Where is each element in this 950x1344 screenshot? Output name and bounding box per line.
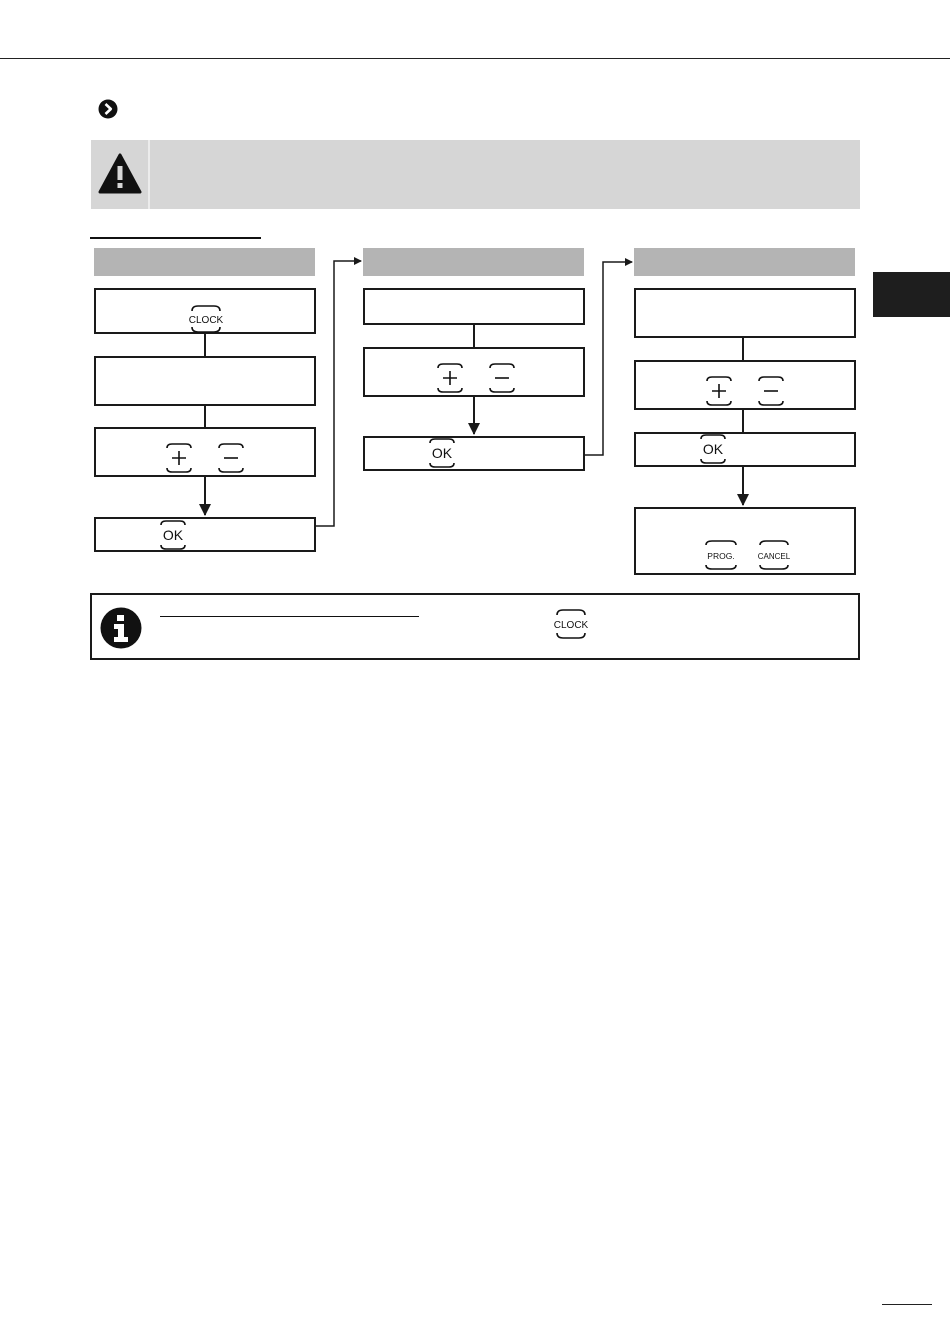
plus-button-icon (433, 361, 467, 395)
warning-triangle-icon (98, 153, 142, 195)
cancel-button-label: CANCEL (757, 552, 791, 561)
top-rule (0, 58, 950, 59)
step-box-3-4 (634, 507, 856, 575)
chapter-side-tab (873, 272, 950, 317)
minus-button-icon (214, 441, 248, 475)
arrow-col1-to-col2 (316, 261, 361, 526)
step-box-3-2 (634, 360, 856, 410)
step-box-2-1 (363, 288, 585, 325)
clock-button (551, 607, 591, 641)
plus-button-icon (162, 441, 196, 475)
step-box-2-3 (363, 436, 585, 471)
ok-button (156, 518, 190, 552)
column-header-2 (363, 248, 584, 276)
step-box-3-1 (634, 288, 856, 338)
chevron-right-circle-icon (98, 99, 118, 119)
warning-banner (91, 140, 860, 209)
info-heading-underline (160, 616, 419, 617)
step-box-1-1 (94, 288, 316, 334)
clock-button (186, 303, 226, 335)
ok-button (425, 436, 459, 470)
section-heading-underline (90, 237, 261, 239)
ok-button-label: OK (702, 441, 724, 457)
page-number-rule (882, 1304, 932, 1305)
prog-button-label: PROG. (707, 551, 735, 561)
step-box-1-4 (94, 517, 316, 552)
minus-button-icon (754, 374, 788, 408)
arrow-col2-to-col3 (585, 262, 632, 455)
step-box-1-2 (94, 356, 316, 406)
plus-button-icon (702, 374, 736, 408)
info-note-box (90, 593, 860, 660)
info-icon (100, 607, 142, 649)
step-box-2-2 (363, 347, 585, 397)
column-header-3 (634, 248, 855, 276)
clock-button-label: CLOCK (188, 315, 224, 326)
prog-button (700, 537, 742, 573)
step-box-1-3 (94, 427, 316, 477)
ok-button-label: OK (162, 527, 184, 543)
step-box-3-3 (634, 432, 856, 467)
ok-button-label: OK (431, 445, 453, 461)
clock-button-label: CLOCK (553, 620, 589, 631)
column-header-1 (94, 248, 315, 276)
ok-button (696, 432, 730, 466)
cancel-button (752, 537, 796, 573)
warning-divider (148, 140, 150, 209)
minus-button-icon (485, 361, 519, 395)
